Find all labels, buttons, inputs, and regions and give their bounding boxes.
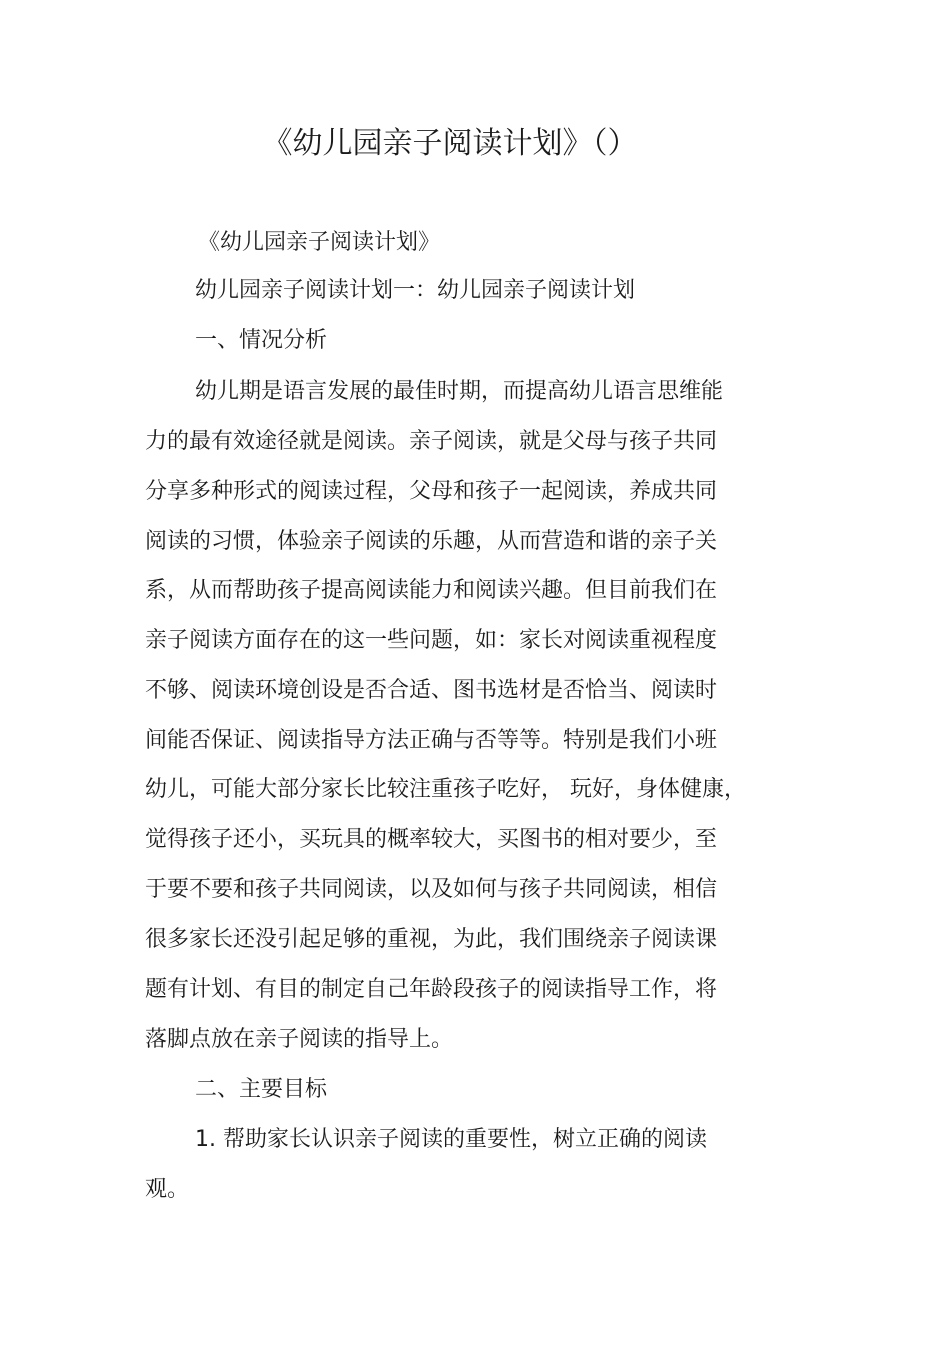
paragraph-line: 分享多种形式的阅读过程，父母和孩子一起阅读，养成共同 xyxy=(145,479,718,504)
paragraph-line: 力的最有效途径就是阅读。亲子阅读，就是父母与孩子共同 xyxy=(145,429,718,454)
paragraph-line: 系，从而帮助孩子提高阅读能力和阅读兴趣。但目前我们在 xyxy=(145,578,718,603)
section-heading-main-goals: 二、主要目标 xyxy=(195,1077,328,1102)
paragraph-line: 幼儿期是语言发展的最佳时期，而提高幼儿语言思维能 xyxy=(195,379,724,404)
paragraph-line: 不够、阅读环境创设是否合适、图书选材是否恰当、阅读时 xyxy=(145,678,718,703)
paragraph-line: 于要不要和孩子共同阅读，以及如何与孩子共同阅读，相信 xyxy=(145,877,718,902)
paragraph-line: 幼儿，可能大部分家长比较注重孩子吃好， 玩好，身体健康， xyxy=(145,777,746,802)
document-title: 《幼儿园亲子阅读计划》（） xyxy=(262,126,638,161)
section-heading-situation-analysis: 一、情况分析 xyxy=(195,328,328,353)
paragraph-line: 间能否保证、阅读指导方法正确与否等等。特别是我们小班 xyxy=(145,728,718,753)
paragraph-line: 阅读的习惯，体验亲子阅读的乐趣，从而营造和谐的亲子关 xyxy=(145,529,718,554)
paragraph-line: 很多家长还没引起足够的重视，为此，我们围绕亲子阅读课 xyxy=(145,927,718,952)
document-subtitle: 《幼儿园亲子阅读计划》 xyxy=(198,230,441,255)
paragraph-line: 落脚点放在亲子阅读的指导上。 xyxy=(145,1027,454,1052)
paragraph-line: 亲子阅读方面存在的这一些问题，如：家长对阅读重视程度 xyxy=(145,628,718,653)
paragraph-line: 觉得孩子还小，买玩具的概率较大，买图书的相对要少，至 xyxy=(145,827,718,852)
plan-heading: 幼儿园亲子阅读计划一：幼儿园亲子阅读计划 xyxy=(195,278,636,303)
goal-line: 1. 帮助家长认识亲子阅读的重要性，树立正确的阅读 xyxy=(195,1127,707,1152)
paragraph-line: 题有计划、有目的制定自己年龄段孩子的阅读指导工作，将 xyxy=(145,977,718,1002)
goal-line: 观。 xyxy=(145,1177,190,1202)
